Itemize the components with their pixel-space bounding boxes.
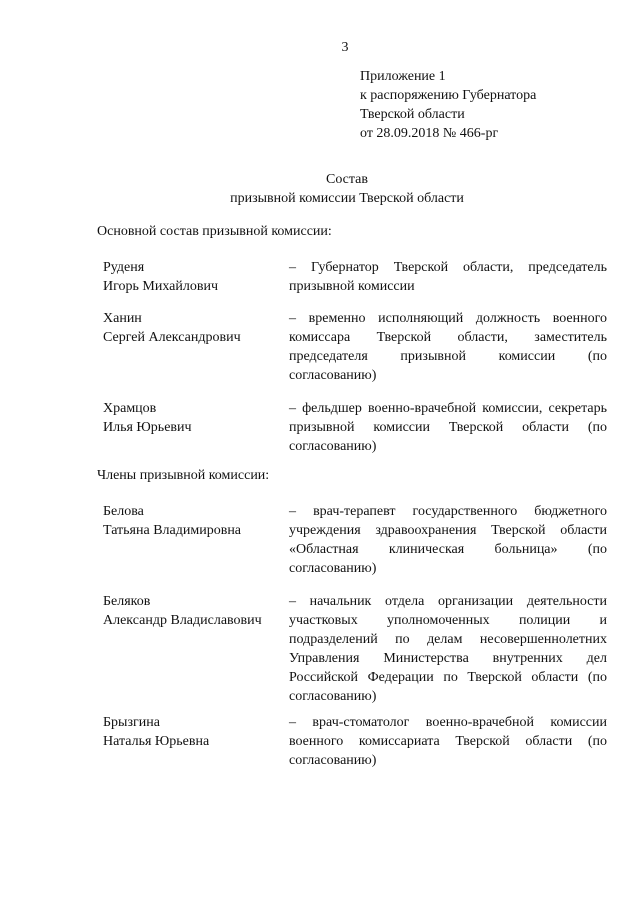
member-role: – начальник отдела организации деятельности участковых уполномоченных полиции и подразделений по делам несовершеннолетних Управления Министерства внутренних дел Российской Федерации по Тверской области (по согласованию) bbox=[289, 594, 607, 704]
member-surname: Беляков bbox=[103, 594, 151, 609]
member-given-name: Илья Юрьевич bbox=[103, 420, 192, 435]
members-section-heading: Члены призывной комиссии: bbox=[97, 468, 270, 483]
title-line: Состав bbox=[325, 172, 368, 187]
appendix-line: к распоряжению Губернатора bbox=[360, 88, 537, 103]
member-given-name: Татьяна Владимировна bbox=[103, 523, 242, 538]
member-surname: Храмцов bbox=[103, 401, 157, 416]
member-given-name: Наталья Юрьевна bbox=[103, 734, 210, 749]
document-title bbox=[0, 170, 640, 208]
title-line: призывной комиссии Тверской области bbox=[230, 191, 464, 206]
main-section-heading: Основной состав призывной комиссии: bbox=[97, 224, 332, 239]
appendix-line: от 28.09.2018 № 466-рг bbox=[360, 126, 499, 141]
member-name bbox=[103, 399, 283, 437]
member-name bbox=[103, 502, 283, 540]
member-surname: Ханин bbox=[103, 311, 142, 326]
appendix-line: Приложение 1 bbox=[360, 69, 446, 84]
member-role: – врач-стоматолог военно-врачебной комиссии военного комиссариата Тверской области (по согласованию) bbox=[289, 715, 607, 768]
member-surname: Белова bbox=[103, 504, 144, 519]
member-given-name: Игорь Михайлович bbox=[103, 279, 218, 294]
member-given-name: Александр Владиславович bbox=[103, 613, 262, 628]
member-role: – временно исполняющий должность военного комиссара Тверской области, заместитель председателя призывной комиссии (по согласованию) bbox=[289, 311, 607, 383]
member-given-name: Сергей Александрович bbox=[103, 330, 241, 345]
appendix-block bbox=[360, 67, 536, 143]
page-number: 3 bbox=[341, 40, 349, 55]
member-surname: Брызгина bbox=[103, 715, 160, 730]
member-name bbox=[103, 592, 283, 630]
member-name bbox=[103, 713, 283, 751]
member-role: – врач-терапевт государственного бюджетного учреждения здравоохранения Тверской области «Областная клиническая больница» (по согласованию) bbox=[289, 504, 607, 576]
member-role: – фельдшер военно-врачебной комиссии, секретарь призывной комиссии Тверской области (по согласованию) bbox=[289, 401, 607, 454]
member-name bbox=[103, 258, 283, 296]
member-role: – Губернатор Тверской области, председатель призывной комиссии bbox=[289, 260, 607, 294]
member-name bbox=[103, 309, 283, 347]
member-surname: Руденя bbox=[103, 260, 145, 275]
appendix-line: Тверской области bbox=[360, 107, 465, 122]
